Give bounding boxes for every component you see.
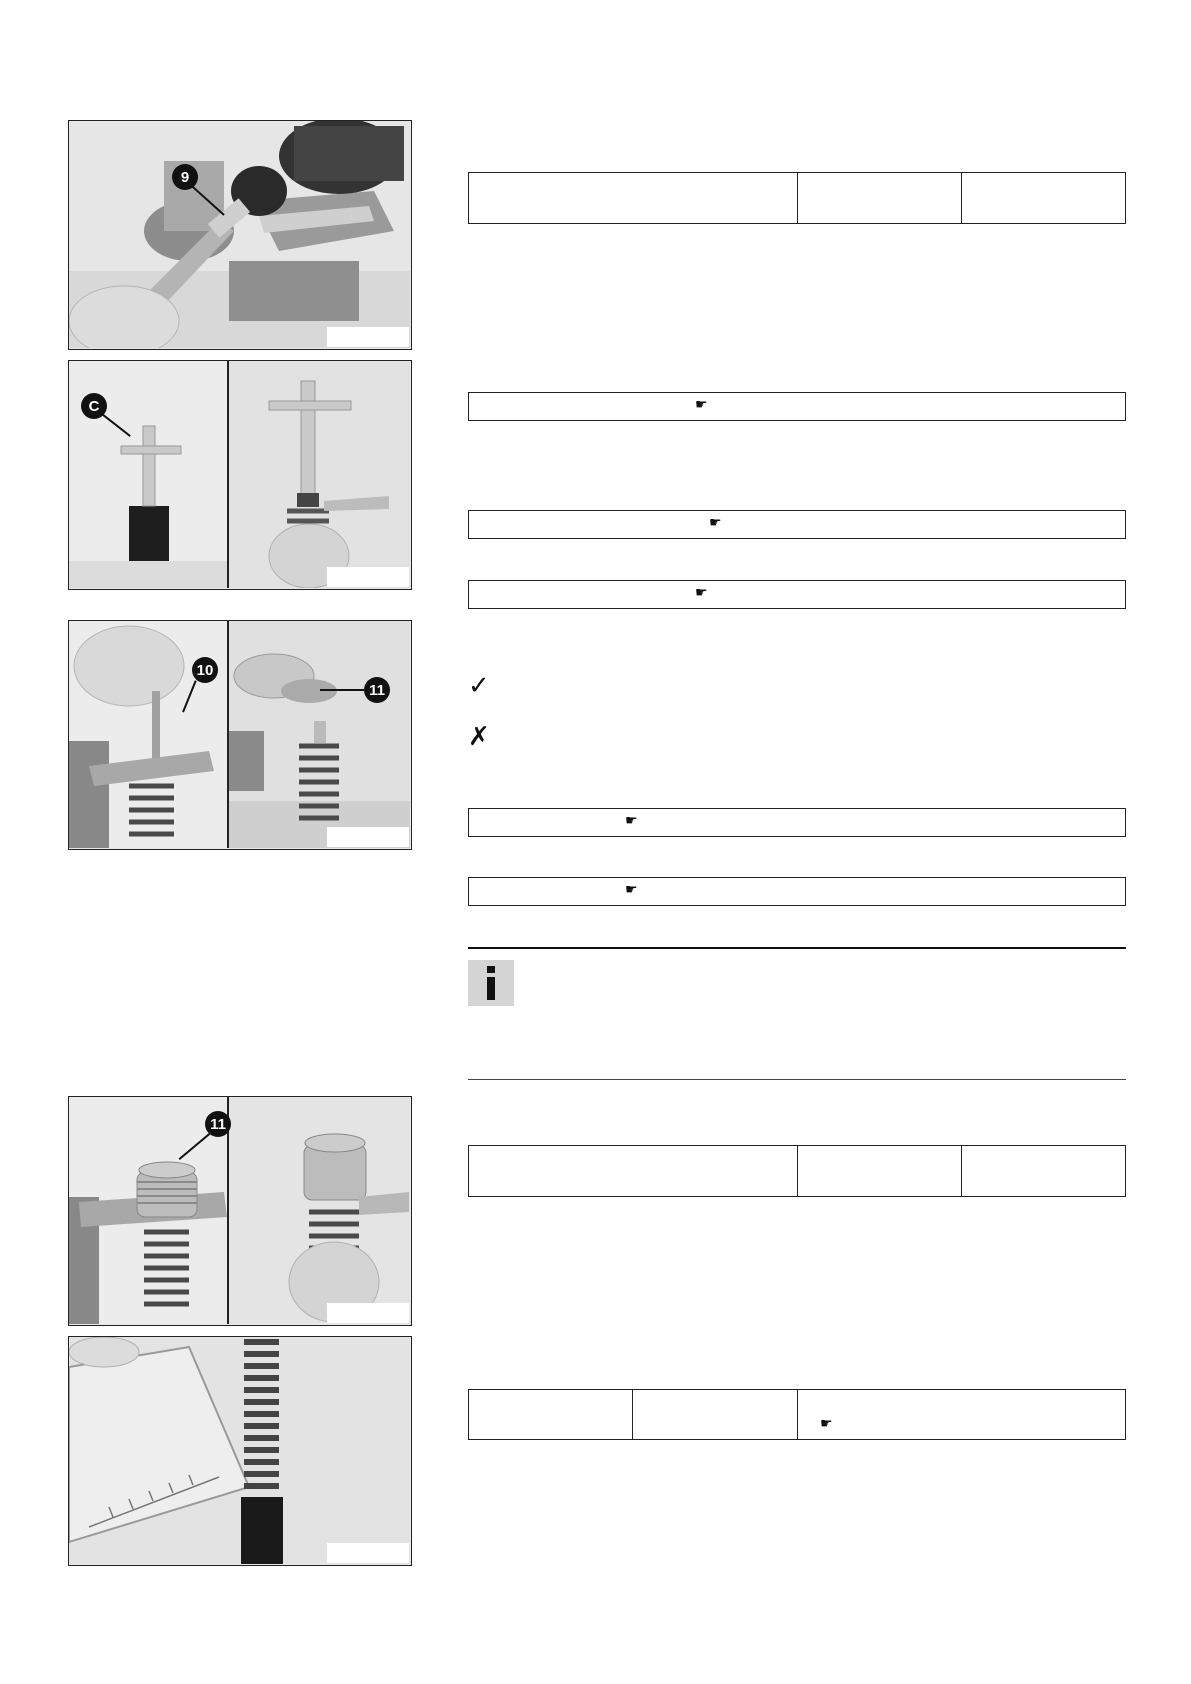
pointing-hand-icon: ☛ [695,584,708,600]
spec-table-3-cell-3 [798,1390,1125,1439]
reference-bar-2 [468,510,1126,539]
reference-bar-4 [468,808,1126,837]
photo-cap-spring [68,1096,412,1326]
photo-pouring-oil-image [69,1337,410,1564]
spec-table-1-cell-1 [469,173,798,223]
pointing-hand-icon: ☛ [625,881,638,897]
photo-vise-wrench [68,120,412,350]
spec-table-3-cell-2 [633,1390,798,1439]
reference-bar-3 [468,580,1126,609]
photo-rod-cap-image [69,621,410,848]
spec-table-2-cell-2 [798,1146,962,1196]
callout-9-text: 9 [180,168,190,186]
info-icon [468,960,514,1006]
figure-label-patch [327,1303,409,1323]
photo-t-tool-image [69,361,410,588]
info-box-top-rule [468,947,1126,949]
reference-bar-5 [468,877,1126,906]
spec-table-1-cell-3 [962,173,1125,223]
spec-table-2 [468,1145,1126,1197]
figure-label-patch [327,1543,409,1563]
spec-table-2-cell-3 [962,1146,1125,1196]
pointing-hand-icon: ☛ [709,514,722,530]
photo-t-tool [68,360,412,590]
check-mark-icon: ✓ [468,671,490,701]
spec-table-3-cell-1 [469,1390,633,1439]
photo-pouring-oil [68,1336,412,1566]
figure-label-patch [327,827,409,847]
info-box-bottom-rule [468,1079,1126,1080]
callout-c-text: C [88,397,100,415]
pointing-hand-icon: ☛ [695,396,708,412]
callout-11-top-leader [320,689,364,691]
callout-11-top [364,677,390,703]
spec-table-2-cell-1 [469,1146,798,1196]
cross-mark-icon: ✗ [468,722,490,752]
spec-table-3 [468,1389,1126,1440]
photo-rod-cap [68,620,412,850]
pointing-hand-icon: ☛ [625,812,638,828]
figure-label-patch [327,567,409,587]
callout-11-top-text: 11 [369,681,385,699]
callout-11-bottom-text: 11 [210,1115,226,1133]
reference-bar-1 [468,392,1126,421]
spec-table-1-cell-2 [798,173,962,223]
info-icon-glyph [481,966,501,1000]
callout-10 [192,657,218,683]
photo-cap-spring-image [69,1097,410,1324]
photo-vise-wrench-image [69,121,410,348]
spec-table-1 [468,172,1126,224]
pointing-hand-icon: ☛ [820,1415,833,1431]
callout-10-text: 10 [196,661,214,679]
figure-label-patch [327,327,409,347]
